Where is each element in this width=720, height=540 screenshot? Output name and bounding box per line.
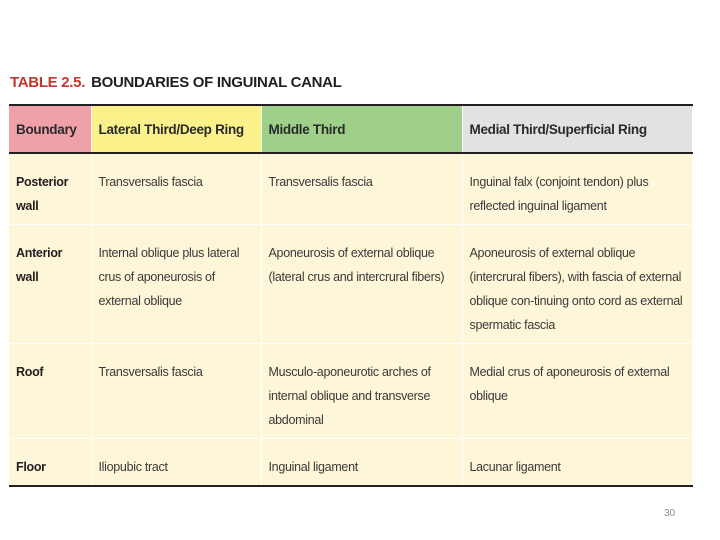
inguinal-canal-table <box>9 104 693 487</box>
table-cell: Aponeurosis of external oblique (intercrural fibers), with fascia of external oblique con-tinuing onto cord as external spermatic fascia <box>462 225 692 344</box>
table-row <box>9 344 692 439</box>
header-lateral-third: Lateral Third/Deep Ring <box>91 105 261 153</box>
table-cell: Iliopubic tract <box>91 439 261 487</box>
row-label-floor: Floor <box>9 439 91 487</box>
table-cell: Transversalis fascia <box>91 344 261 439</box>
table-cell: Inguinal falx (conjoint tendon) plus reflected inguinal ligament <box>462 153 692 225</box>
table-title <box>10 74 342 91</box>
table-cell: Musculo-aponeurotic arches of internal oblique and transverse abdominal <box>261 344 462 439</box>
row-label-roof: Roof <box>9 344 91 439</box>
table-cell: Lacunar ligament <box>462 439 692 487</box>
table-cell: Internal oblique plus lateral crus of aponeurosis of external oblique <box>91 225 261 344</box>
table-header-row <box>9 105 692 153</box>
table-cell: Aponeurosis of external oblique (lateral crus and intercrural fibers) <box>261 225 462 344</box>
table-row <box>9 153 692 225</box>
table-number: TABLE 2.5. <box>10 74 86 91</box>
row-label-posterior-wall: Posterior wall <box>9 153 91 225</box>
row-label-anterior-wall: Anterior wall <box>9 225 91 344</box>
header-boundary: Boundary <box>9 105 91 153</box>
page-number: 30 <box>664 508 676 519</box>
header-middle-third: Middle Third <box>261 105 462 153</box>
table-row <box>9 225 692 344</box>
header-medial-third: Medial Third/Superficial Ring <box>462 105 692 153</box>
table-row <box>9 439 692 487</box>
table-cell: Inguinal ligament <box>261 439 462 487</box>
table-cell: Transversalis fascia <box>261 153 462 225</box>
table-cell: Transversalis fascia <box>91 153 261 225</box>
table-cell: Medial crus of aponeurosis of external oblique <box>462 344 692 439</box>
table-caption: BOUNDARIES OF INGUINAL CANAL <box>91 74 342 91</box>
